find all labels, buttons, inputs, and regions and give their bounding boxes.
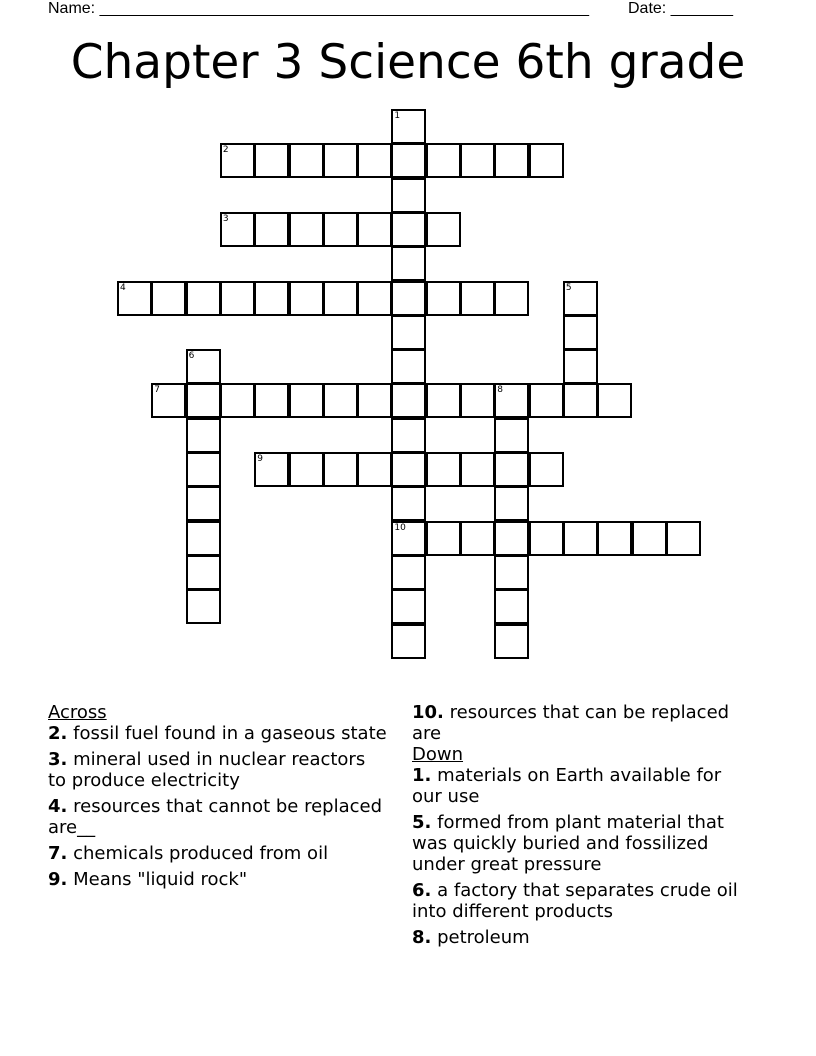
name-field[interactable]: Name: _______________________________________________________ (48, 0, 589, 17)
grid-cell[interactable] (426, 521, 461, 556)
grid-cell[interactable] (323, 143, 358, 178)
grid-cell[interactable] (289, 143, 324, 178)
clue-number: 4 (120, 282, 126, 293)
clue-down-5: 5. formed from plant material that was quickly buried and fossilized under great pressure (412, 812, 724, 875)
clue-number: 2 (222, 145, 229, 156)
grid-cell[interactable] (186, 521, 221, 556)
grid-cell[interactable] (632, 521, 667, 556)
grid-cell[interactable] (494, 281, 529, 316)
grid-cell[interactable] (391, 624, 426, 659)
clue-across-4: 4. resources that cannot be replaced are__ (48, 796, 383, 838)
grid-cell[interactable] (117, 281, 152, 316)
grid-cell[interactable] (254, 143, 289, 178)
clue-number: 10 (394, 522, 406, 533)
grid-cell[interactable] (597, 521, 632, 556)
grid-cell[interactable] (460, 383, 495, 418)
grid-cell[interactable] (460, 281, 495, 316)
grid-cell[interactable] (597, 383, 632, 418)
clue-down-6: 6. a factory that separates crude oil into different products (412, 880, 738, 922)
grid-cell[interactable] (220, 212, 255, 247)
grid-cell[interactable] (494, 383, 529, 418)
clues-right-column (412, 702, 752, 953)
across-heading: Across (48, 702, 107, 723)
grid-cell[interactable] (426, 212, 461, 247)
grid-cell[interactable] (254, 383, 289, 418)
grid-cell[interactable] (220, 281, 255, 316)
clue-number: 9 (257, 454, 263, 464)
clue-across-10: 10. resources that can be replaced are (412, 702, 730, 744)
grid-cell[interactable] (494, 452, 529, 487)
grid-cell[interactable] (563, 315, 598, 350)
clue-down-8: 8. petroleum (412, 927, 530, 948)
grid-cell[interactable] (391, 281, 426, 316)
grid-cell[interactable] (426, 143, 461, 178)
grid-cell[interactable] (323, 383, 358, 418)
grid-cell[interactable] (494, 486, 529, 521)
grid-cell[interactable] (151, 281, 186, 316)
clue-number: 6 (188, 351, 195, 362)
grid-cell[interactable] (391, 212, 426, 247)
grid-cell[interactable] (563, 281, 598, 316)
grid-cell[interactable] (494, 521, 529, 556)
grid-cell[interactable] (391, 486, 426, 521)
grid-cell[interactable] (391, 246, 426, 281)
grid-cell[interactable] (186, 418, 221, 453)
grid-cell[interactable] (186, 486, 221, 521)
grid-cell[interactable] (357, 143, 392, 178)
grid-cell[interactable] (426, 281, 461, 316)
grid-cell[interactable] (391, 178, 426, 213)
grid-cell[interactable] (529, 143, 564, 178)
grid-cell[interactable] (391, 452, 426, 487)
clues-left-column (48, 702, 388, 895)
grid-cell[interactable] (186, 383, 221, 418)
grid-cell[interactable] (563, 383, 598, 418)
grid-cell[interactable] (254, 281, 289, 316)
grid-cell[interactable] (494, 555, 529, 590)
grid-cell[interactable] (391, 383, 426, 418)
clue-down-1: 1. materials on Earth available for our use (412, 765, 722, 807)
clue-number: 5 (565, 282, 572, 293)
grid-cell[interactable] (186, 555, 221, 590)
grid-cell[interactable] (494, 624, 529, 659)
grid-cell[interactable] (357, 383, 392, 418)
grid-cell[interactable] (391, 143, 426, 178)
grid-cell[interactable] (529, 521, 564, 556)
page-title: Chapter 3 Science 6th grade (70, 35, 746, 90)
clue-number: 3 (222, 213, 229, 224)
grid-cell[interactable] (289, 383, 324, 418)
grid-cell[interactable] (391, 315, 426, 350)
clue-across-2: 2. fossil fuel found in a gaseous state (48, 723, 387, 744)
down-heading: Down (412, 744, 464, 765)
grid-cell[interactable] (220, 143, 255, 178)
grid-cell[interactable] (391, 521, 426, 556)
grid-cell[interactable] (494, 589, 529, 624)
grid-cell[interactable] (529, 383, 564, 418)
grid-cell[interactable] (151, 383, 186, 418)
grid-cell[interactable] (563, 521, 598, 556)
grid-cell[interactable] (186, 281, 221, 316)
grid-cell[interactable] (426, 452, 461, 487)
grid-cell[interactable] (254, 452, 289, 487)
grid-cell[interactable] (289, 212, 324, 247)
grid-cell[interactable] (357, 212, 392, 247)
grid-cell[interactable] (289, 452, 324, 487)
clue-number: 8 (497, 385, 504, 396)
grid-cell[interactable] (186, 349, 221, 384)
grid-cell[interactable] (460, 143, 495, 178)
grid-cell[interactable] (426, 383, 461, 418)
grid-cell[interactable] (460, 452, 495, 487)
clue-across-3: 3. mineral used in nuclear reactors to produce electricity (48, 749, 366, 791)
grid-cell[interactable] (460, 521, 495, 556)
grid-cell[interactable] (357, 452, 392, 487)
grid-cell[interactable] (563, 349, 598, 384)
grid-cell[interactable] (391, 418, 426, 453)
grid-cell[interactable] (323, 452, 358, 487)
grid-cell[interactable] (494, 418, 529, 453)
grid-cell[interactable] (494, 143, 529, 178)
grid-cell[interactable] (254, 212, 289, 247)
grid-cell[interactable] (186, 452, 221, 487)
date-field[interactable]: Date: _______ (628, 0, 733, 17)
clue-across-9: 9. Means "liquid rock" (48, 869, 248, 890)
grid-cell[interactable] (666, 521, 701, 556)
grid-cell[interactable] (323, 281, 358, 316)
clue-number: 7 (154, 385, 161, 396)
grid-cell[interactable] (529, 452, 564, 487)
clue-number: 1 (394, 111, 401, 121)
grid-cell[interactable] (220, 383, 255, 418)
grid-cell[interactable] (391, 109, 426, 144)
grid-cell[interactable] (289, 281, 324, 316)
grid-cell[interactable] (323, 212, 358, 247)
clue-across-7: 7. chemicals produced from oil (48, 843, 329, 864)
grid-cell[interactable] (357, 281, 392, 316)
grid-cell[interactable] (391, 589, 426, 624)
grid-cell[interactable] (186, 589, 221, 624)
grid-cell[interactable] (391, 555, 426, 590)
grid-cell[interactable] (391, 349, 426, 384)
